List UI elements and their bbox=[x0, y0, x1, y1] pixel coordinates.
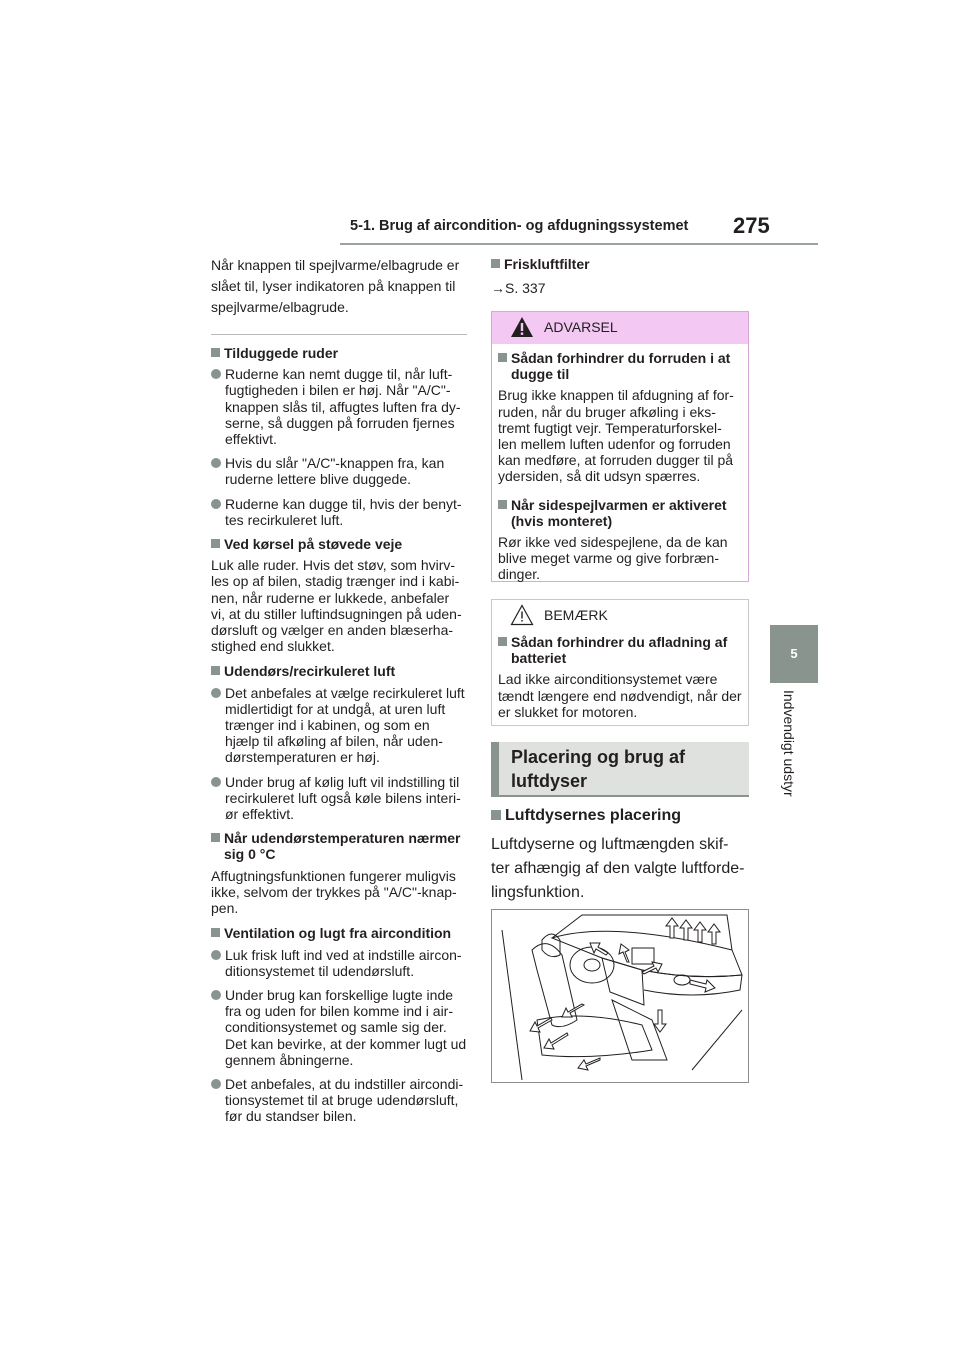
section-heading bbox=[491, 804, 749, 827]
bullet-text: Luk frisk luft ind ved at indstille aircon- ditionsystemet til udendørsluft. bbox=[225, 946, 462, 979]
chapter-title: 5-1. Brug af aircondition- og afdugningssystemet bbox=[350, 218, 689, 234]
heading-text: Tilduggede ruder bbox=[224, 345, 339, 361]
bullet-item bbox=[211, 685, 467, 766]
warning-header bbox=[492, 312, 748, 344]
bullet-dot-icon bbox=[211, 499, 221, 509]
left-column bbox=[211, 255, 467, 1133]
heading-text: Når udendørstemperaturen nærmer sig 0 °C bbox=[224, 830, 461, 863]
heading-text: Ventilation og lugt fra aircondition bbox=[224, 925, 452, 942]
bullet-text: Under brug af kølig luft vil indstilling til recirkuleret luft også køle bilens interi- ør effektivt. bbox=[225, 773, 461, 823]
heading-text: Når sidespejlvarmen er aktiveret (hvis monteret) bbox=[511, 496, 727, 529]
bullet-item bbox=[211, 1076, 467, 1125]
divider bbox=[211, 334, 467, 335]
section-heading bbox=[211, 345, 467, 361]
bullet-dot-icon bbox=[211, 688, 221, 698]
chapter-tab: 5 bbox=[770, 625, 818, 683]
warning-subheading bbox=[498, 497, 742, 529]
heading-text: Luftdysernes placering bbox=[505, 807, 682, 824]
bullet-item bbox=[211, 774, 467, 823]
square-bullet-icon bbox=[211, 928, 220, 937]
intro-text: Når knappen til spejlvarme/elbagrude er slået til, lyser indikatoren på knappen til spejlvarme/elbagrude. bbox=[211, 257, 460, 315]
heading-text: Sådan forhindrer du afladning af batteriet bbox=[511, 634, 728, 667]
bullet-item bbox=[211, 987, 467, 1068]
bullet-dot-icon bbox=[211, 458, 221, 468]
bullet-text: Det anbefales, at du indstiller aircondi- tionsystemet til at bruge udendørsluft, før du standser bilen. bbox=[225, 1075, 464, 1125]
square-bullet-icon bbox=[491, 810, 501, 820]
heading-text: Ved kørsel på støvede veje bbox=[224, 536, 403, 553]
bullet-item bbox=[211, 496, 467, 528]
square-bullet-icon bbox=[498, 500, 507, 509]
notice-text: Lad ikke airconditionsystemet være tændt længere end nødvendigt, når der er slukket for motoren. bbox=[498, 671, 742, 720]
warning-label: ADVARSEL bbox=[544, 319, 618, 335]
warning-text: Rør ikke ved sidespejlene, da de kan blive meget varme og give forbræn- dinger. bbox=[498, 534, 728, 583]
square-bullet-icon bbox=[211, 539, 220, 548]
notice-body bbox=[492, 628, 748, 720]
section-rule bbox=[491, 795, 749, 797]
heading-text: Udendørs/recirkuleret luft bbox=[224, 663, 396, 680]
notice-subheading bbox=[498, 634, 742, 666]
caution-triangle-icon bbox=[510, 604, 534, 626]
notice-box bbox=[491, 599, 749, 726]
paragraph: Affugtningsfunktionen fungerer muligvis ikke, selvom der trykkes på "A/C"-knap- pen. bbox=[211, 867, 457, 917]
square-bullet-icon bbox=[211, 666, 220, 675]
bullet-item bbox=[211, 455, 467, 487]
bullet-text: Ruderne kan nemt dugge til, når luft- fugtigheden i bilen er høj. Når "A/C"- knappen slås til, affugtes luften fra dy- serne, så duggen på forruden fjernes effektivt. bbox=[225, 366, 461, 448]
warning-subheading bbox=[498, 350, 742, 382]
section-title-bar bbox=[491, 742, 749, 795]
bullet-item bbox=[211, 947, 467, 979]
bullet-dot-icon bbox=[211, 1079, 221, 1089]
section-heading bbox=[491, 256, 749, 272]
bullet-dot-icon bbox=[211, 369, 221, 379]
warning-box bbox=[491, 311, 749, 582]
bullet-dot-icon bbox=[211, 950, 221, 960]
paragraph: Luftdyserne og luftmængden skif- ter afhængig af den valgte luftforde- lingsfunktion. bbox=[491, 836, 745, 901]
chapter-side-label-text: Indvendigt udstyr bbox=[781, 690, 797, 797]
warning-triangle-icon bbox=[510, 316, 534, 338]
section-heading bbox=[211, 663, 467, 679]
bullet-dot-icon bbox=[211, 990, 221, 1000]
section-heading bbox=[211, 830, 467, 862]
filter-block bbox=[491, 256, 749, 305]
bullet-text: Ruderne kan dugge til, hvis der benyt- tes recirkuleret luft. bbox=[225, 495, 462, 528]
square-bullet-icon bbox=[491, 259, 500, 268]
header-rule bbox=[340, 243, 818, 245]
chapter-side-label bbox=[781, 690, 809, 850]
page-number: 275 bbox=[733, 213, 770, 238]
warning-body bbox=[492, 344, 748, 583]
vent-location-block bbox=[491, 804, 749, 905]
section-title: Placering og brug af luftdyser bbox=[511, 747, 686, 791]
square-bullet-icon bbox=[498, 637, 507, 646]
heading-text: Friskluftfilter bbox=[504, 256, 590, 272]
bullet-item bbox=[211, 366, 467, 447]
square-bullet-icon bbox=[498, 353, 507, 362]
section-heading bbox=[211, 925, 467, 941]
section-heading bbox=[211, 536, 467, 552]
notice-header bbox=[492, 600, 748, 628]
page-reference-link[interactable]: →S. 337 bbox=[491, 280, 546, 297]
warning-text: Brug ikke knappen til afdugning af for- ruden, når du bruger afkøling i eks- tremt fugtigt vejr. Temperaturforskel- len mellem luften udenfor og forruden kan medføre, at forruden dugger til på ydersiden, så dit udsyn spærres. bbox=[498, 387, 734, 485]
bullet-text: Hvis du slår "A/C"-knappen fra, kan ruderne lettere blive duggede. bbox=[225, 455, 445, 488]
square-bullet-icon bbox=[211, 348, 220, 357]
notice-label: BEMÆRK bbox=[544, 607, 608, 623]
bullet-dot-icon bbox=[211, 777, 221, 787]
car-interior-illustration bbox=[492, 910, 748, 1082]
air-vents-illustration bbox=[491, 909, 749, 1083]
paragraph: Luk alle ruder. Hvis det støv, som hvirv- les op af bilen, stadig trænger ind i kabi- nen, når ruderne er lukkede, anbefaler vi, at du stiller luftindsugningen på uden- dørsluft og vælger en anden blæserha- stighed end slukket. bbox=[211, 557, 462, 655]
bullet-text: Det anbefales at vælge recirkuleret luft midlertidigt for at undgå, at uren luft trænger ind i kabinen, og som en hjælp til afkøling af bilen, når uden- dørstemperaturen er høj. bbox=[225, 684, 465, 766]
square-bullet-icon bbox=[211, 833, 220, 842]
heading-text: Sådan forhindrer du forruden i at dugge til bbox=[511, 350, 731, 383]
bullet-text: Under brug kan forskellige lugte inde fra og uden for bilen komme ind i air- conditionsystemet og samle sig der. Det kan bevirke, at der kommer lugt ud gennem åbningerne. bbox=[225, 986, 467, 1068]
